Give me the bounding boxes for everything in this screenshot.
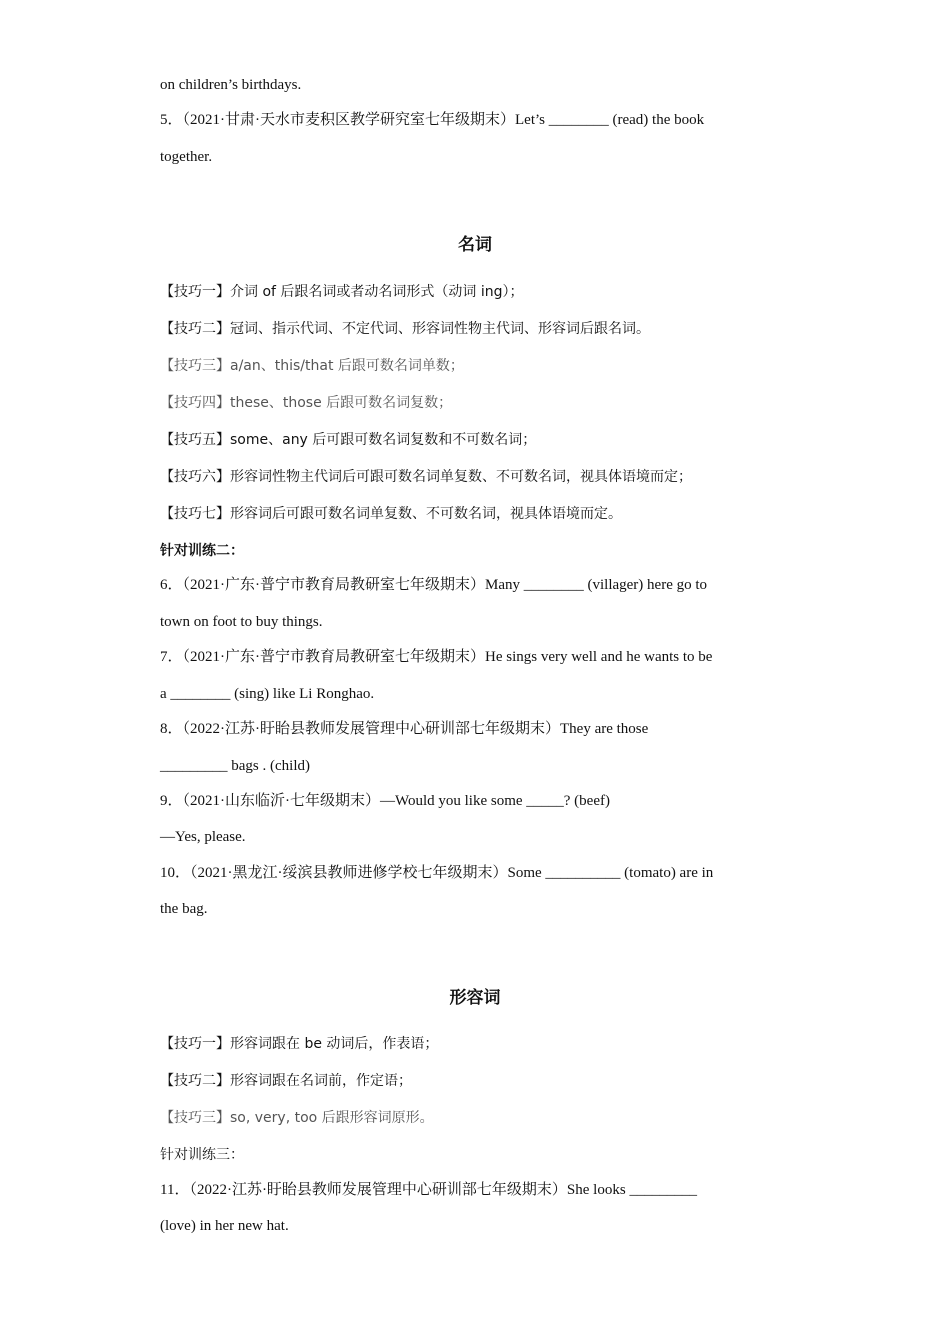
training-label-3: 针对训练三：	[160, 1147, 244, 1163]
question-9-line-2: —Yes, please.	[160, 829, 246, 845]
question-10-line-1: 10．（2021·黑龙江·绥滨县教师进修学校七年级期末）Some __________ (tomato) are in	[160, 865, 714, 881]
question-6-line-2: town on foot to buy things.	[160, 614, 323, 630]
question-11-line-2: (love) in her new hat.	[160, 1218, 289, 1234]
question-5-line-2: together.	[160, 149, 213, 165]
adjective-tip-2: 【技巧二】形容词跟在名词前，作定语；	[160, 1073, 412, 1089]
section-heading-adjectives: 形容词	[449, 988, 501, 1008]
adjective-tip-1: 【技巧一】形容词跟在 be 动词后，作表语；	[160, 1036, 439, 1052]
noun-tip-7: 【技巧七】形容词后可跟可数名词单复数、不可数名词，视具体语境而定。	[160, 506, 622, 522]
noun-tip-6: 【技巧六】形容词性物主代词后可跟可数名词单复数、不可数名词，视具体语境而定；	[160, 469, 692, 485]
noun-tip-4: 【技巧四】these、those 后跟可数名词复数；	[160, 395, 453, 411]
question-7-line-2: a ________ (sing) like Li Ronghao.	[160, 686, 375, 702]
question-6-line-1: 6．（2021·广东·普宁市教育局教研室七年级期末）Many ________ (villager) here go to	[160, 577, 708, 593]
question-9-line-1: 9．（2021·山东临沂·七年级期末）—Would you like some _____? (beef)	[160, 793, 610, 809]
question-4-continuation: on children’s birthdays.	[160, 77, 302, 93]
noun-tip-3: 【技巧三】a/an、this/that 后跟可数名词单数；	[160, 358, 464, 374]
training-label-2: 针对训练二：	[160, 543, 244, 559]
question-8-line-1: 8．（2022·江苏·盱眙县教师发展管理中心研训部七年级期末）They are those	[160, 721, 649, 737]
adjective-tip-3: 【技巧三】so, very, too 后跟形容词原形。	[160, 1110, 434, 1126]
question-8-line-2: _________ bags . (child)	[160, 758, 310, 774]
question-11-line-1: 11．（2022·江苏·盱眙县教师发展管理中心研训部七年级期末）She looks _________	[160, 1182, 697, 1198]
noun-tip-1: 【技巧一】介词 of 后跟名词或者动名词形式（动词 ing）；	[160, 284, 524, 300]
question-5-line-1: 5．（2021·甘肃·天水市麦积区教学研究室七年级期末）Let’s ________ (read) the book	[160, 112, 705, 128]
question-10-line-2: the bag.	[160, 901, 208, 917]
noun-tip-2: 【技巧二】冠词、指示代词、不定代词、形容词性物主代词、形容词后跟名词。	[160, 321, 650, 337]
section-heading-nouns: 名词	[458, 235, 492, 255]
noun-tip-5: 【技巧五】some、any 后可跟可数名词复数和不可数名词；	[160, 432, 537, 448]
question-7-line-1: 7．（2021·广东·普宁市教育局教研室七年级期末）He sings very well and he wants to be	[160, 649, 713, 665]
